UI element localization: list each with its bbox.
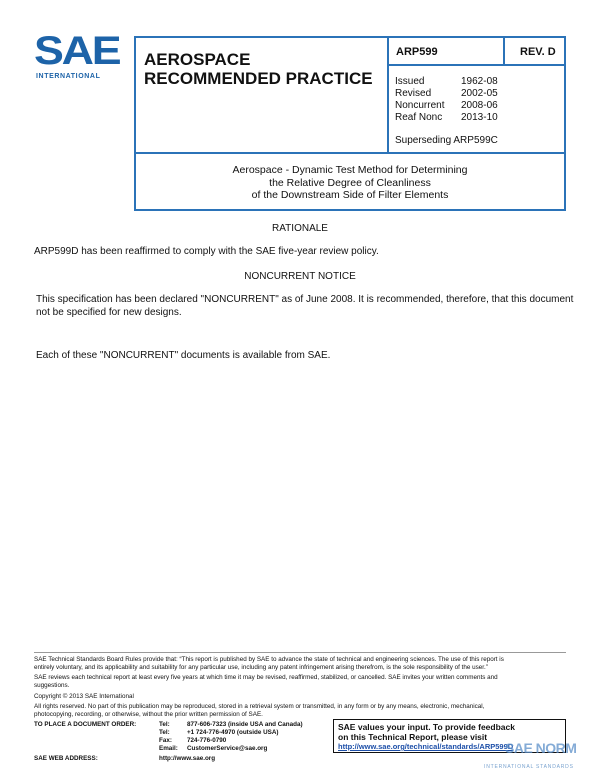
subject-line: the Relative Degree of Cleanliness [269,176,431,189]
header-divider [387,38,389,153]
copyright-text: Copyright © 2013 SAE International [34,693,134,700]
contact-label: Fax: [159,737,172,744]
history-date: 2013-10 [461,112,498,123]
rationale-text: ARP599D has been reaffirmed to comply with the SAE five-year review policy. [34,246,379,257]
document-type-title [144,50,373,88]
review-text [34,674,498,690]
title-line: AEROSPACE [144,50,251,69]
footer-line: All rights reserved. No part of this publication may be reproduced, stored in a retrieval system or transmitted, in any form or by any means, electronic, mechanical, [34,703,485,710]
history-date: 2002-05 [461,88,498,99]
paragraph-line: not be specified for new designs. [36,306,182,318]
contact-phone: 877-606-7323 (inside USA and Canada) [187,721,303,728]
order-label: TO PLACE A DOCUMENT ORDER: [34,721,137,728]
web-label: SAE WEB ADDRESS: [34,755,98,762]
web-address-link[interactable]: http://www.sae.org [159,755,216,762]
footer-line: suggestions. [34,682,70,689]
sae-logo-subtitle: INTERNATIONAL [36,73,101,80]
contact-label: Tel: [159,721,170,728]
availability-text: Each of these "NONCURRENT" documents is available from SAE. [36,350,331,361]
history-row [395,76,560,88]
rationale-heading: RATIONALE [272,223,328,234]
contact-phone: +1 724-776-4970 (outside USA) [187,729,279,736]
history-date: 2008-06 [461,100,498,111]
revision-history [395,76,560,124]
footer-line: SAE reviews each technical report at least every five years at which time it may be revised, reaffirmed, stabilized, or cancelled. SAE invites your written comments and [34,674,498,681]
history-date: 1962-08 [461,76,498,87]
order-info [34,721,303,763]
footer-line: SAE Technical Standards Board Rules provide that: “This report is published by SAE to advance the state of technical and engineering sciences. The use of this report is [34,656,504,663]
noncurrent-text [36,294,573,319]
document-subject [136,164,564,202]
history-label: Revised [395,88,432,99]
contact-email-link[interactable]: CustomerService@sae.org [187,745,268,752]
header-divider [389,64,564,66]
sae-norm-watermark: SAE NORM [505,740,577,756]
title-line: RECOMMENDED PRACTICE [144,69,373,88]
policy-text [34,656,504,672]
history-label: Noncurrent [395,100,445,111]
contact-label: Email: [159,745,178,752]
footer-rule [34,652,566,653]
footer-line: photocopying, recording, or otherwise, without the prior written permission of SAE. [34,711,263,718]
sae-logo: SAE [34,29,120,73]
superseding-note: Superseding ARP599C [395,135,498,146]
header-divider [136,152,564,154]
subject-line: Aerospace - Dynamic Test Method for Determining [232,164,468,176]
history-row [395,112,560,124]
paragraph-line: This specification has been declared "NONCURRENT" as of June 2008. It is recommended, therefore, that this document [36,294,574,305]
feedback-line: SAE values your input. To provide feedback [338,722,515,732]
revision-label: REV. D [520,46,556,58]
document-number: ARP599 [396,46,438,58]
history-label: Reaf Nonc [395,112,443,123]
contact-fax: 724-776-0790 [187,737,227,744]
contact-label: Tel: [159,729,170,736]
history-row [395,100,560,112]
rights-text [34,703,484,719]
header-divider [503,38,505,66]
feedback-link[interactable]: http://www.sae.org/technical/standards/ARP599D [338,742,514,751]
subject-line: of the Downstream Side of Filter Elements [251,189,449,201]
feedback-line: on this Technical Report, please visit [338,732,488,742]
noncurrent-heading: NONCURRENT NOTICE [244,271,356,282]
footer-line: entirely voluntary, and its applicability and suitability for any particular use, including any patent infringement arising therefrom, is the sole responsibility of the user.” [34,664,488,671]
history-row [395,88,560,100]
watermark-subtitle: INTERNATIONAL STANDARDS [484,764,574,770]
history-label: Issued [395,76,425,87]
